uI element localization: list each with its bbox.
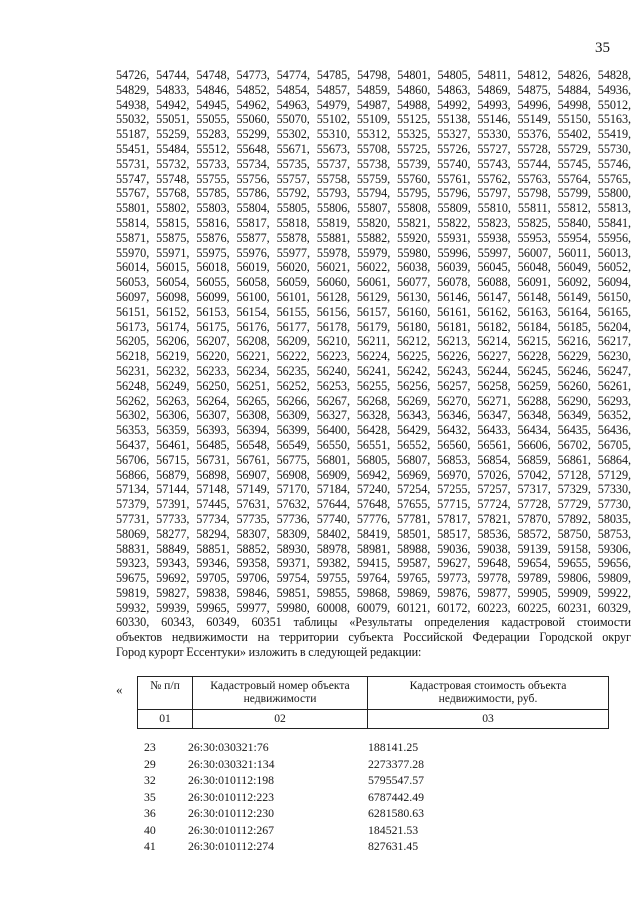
table-row [116, 790, 616, 807]
row-cadastral-number: 26:30:010112:198 [188, 773, 275, 787]
text-line: 55814, 55815, 55816, 55817, 55818, 55819, 55820, 55821, 55822, 55823, 55825, 55840, 55841, [116, 215, 631, 230]
text-line: 54726, 54744, 54748, 54773, 54774, 54785, 54798, 54801, 54805, 54811, 54812, 54826, 54828, [116, 68, 631, 82]
row-cadastral-cost: 184521.53 [368, 822, 419, 837]
row-number: 32 [144, 773, 156, 787]
opening-quote-mark: « [116, 682, 123, 697]
text-line: 54938, 54942, 54945, 54962, 54963, 54979, 54987, 54988, 54992, 54993, 54996, 54998, 55012, [116, 97, 631, 112]
text-line: 56173, 56174, 56175, 56176, 56177, 56178, 56179, 56180, 56181, 56182, 56184, 56185, 56204, [116, 319, 631, 334]
text-line: Город курорт Ессентуки» изложить в следующей редакции: [116, 645, 422, 660]
text-line: 55970, 55971, 55975, 55976, 55977, 55978, 55979, 55980, 55996, 55997, 56007, 56011, 56013, [116, 245, 631, 260]
page-number: 35 [595, 40, 610, 56]
row-cadastral-cost: 2273377.28 [368, 756, 425, 771]
cadastral-table-header [137, 676, 609, 729]
column-number-1: 01 [138, 710, 193, 729]
row-cadastral-number: 26:30:030321:134 [188, 756, 275, 771]
text-line: 54829, 54833, 54846, 54852, 54854, 54857, 54859, 54860, 54863, 54869, 54875, 54884, 54936, [116, 82, 631, 97]
column-number-2: 02 [193, 710, 368, 729]
text-line: 59323, 59343, 59346, 59358, 59371, 59382, 59415, 59587, 59627, 59648, 59654, 59655, 59656, [116, 556, 631, 571]
table-row [116, 806, 616, 823]
table-row [116, 823, 616, 840]
text-line: 56437, 56461, 56485, 56548, 56549, 56550, 56551, 56552, 56560, 56561, 56606, 56702, 56705, [116, 437, 631, 452]
text-line: 56302, 56306, 56307, 56308, 56309, 56327, 56328, 56343, 56346, 56347, 56348, 56349, 56352, [116, 408, 631, 423]
text-line: 56014, 56015, 56018, 56019, 56020, 56021, 56022, 56038, 56039, 56045, 56048, 56049, 56052, [116, 260, 631, 275]
table-row [116, 839, 616, 856]
text-line: 55747, 55748, 55755, 55756, 55757, 55758, 55759, 55760, 55761, 55762, 55763, 55764, 55765, [116, 171, 631, 186]
text-line: 56205, 56206, 56207, 56208, 56209, 56210, 56211, 56212, 56213, 56214, 56215, 56216, 56217, [116, 334, 631, 349]
text-line: 59932, 59939, 59965, 59977, 59980, 60008, 60079, 60121, 60172, 60223, 60225, 60231, 60329, [116, 600, 631, 615]
text-line: 55731, 55732, 55733, 55734, 55735, 55737, 55738, 55739, 55740, 55743, 55744, 55745, 55746, [116, 156, 631, 171]
text-line: объектов недвижимости на территории субъекта Российской Федерации Городской округ [116, 630, 631, 645]
row-cadastral-number: 26:30:010112:274 [188, 839, 275, 853]
text-line: 59819, 59827, 59838, 59846, 59851, 59855, 59868, 59869, 59876, 59877, 59905, 59909, 59922, [116, 585, 631, 600]
row-cadastral-number: 26:30:010112:223 [188, 789, 275, 804]
text-line: 58831, 58849, 58851, 58852, 58930, 58978, 58981, 58988, 59036, 59038, 59139, 59158, 59306, [116, 541, 631, 556]
column-number-3: 03 [368, 710, 609, 729]
header-cadastral-cost: Кадастровая стоимость объекта недвижимости, руб. [368, 677, 609, 710]
text-line: 56151, 56152, 56153, 56154, 56155, 56156, 56157, 56160, 56161, 56162, 56163, 56164, 56165, [116, 304, 631, 319]
header-number: № п/п [138, 677, 193, 710]
text-line: 56231, 56232, 56233, 56234, 56235, 56240, 56241, 56242, 56243, 56244, 56245, 56246, 56247, [116, 363, 631, 378]
row-number: 23 [144, 740, 156, 754]
text-line: 57134, 57144, 57148, 57149, 57170, 57184, 57240, 57254, 57255, 57257, 57317, 57329, 57330, [116, 482, 631, 497]
text-line: 55871, 55875, 55876, 55877, 55878, 55881, 55882, 55920, 55931, 55938, 55953, 55954, 55956, [116, 230, 631, 245]
row-number: 35 [144, 789, 156, 804]
text-line: 55187, 55259, 55283, 55299, 55302, 55310, 55312, 55325, 55327, 55330, 55376, 55402, 55419, [116, 127, 631, 142]
text-line: 55801, 55802, 55803, 55804, 55805, 55806, 55807, 55808, 55809, 55810, 55811, 55812, 55813, [116, 201, 631, 216]
table-row [116, 740, 616, 757]
header-cadastral-number: Кадастровый номер объекта недвижимости [193, 677, 368, 710]
row-cadastral-cost: 188141.25 [368, 740, 419, 754]
text-line: 56353, 56359, 56393, 56394, 56399, 56400, 56428, 56429, 56432, 56433, 56434, 56435, 56436, [116, 423, 631, 438]
text-line: 60330, 60343, 60349, 60351 таблицы «Результаты определения кадастровой стоимости [116, 615, 631, 630]
table-row [116, 757, 616, 774]
text-line: 56706, 56715, 56731, 56761, 56775, 56801, 56805, 56807, 56853, 56854, 56859, 56861, 56864, [116, 452, 631, 467]
text-line: 56248, 56249, 56250, 56251, 56252, 56253, 56255, 56256, 56257, 56258, 56259, 56260, 56261, [116, 378, 631, 393]
row-cadastral-cost: 827631.45 [368, 839, 419, 853]
row-cadastral-cost: 6787442.49 [368, 789, 425, 804]
row-cadastral-number: 26:30:030321:76 [188, 740, 269, 754]
row-number: 41 [144, 839, 156, 853]
row-cadastral-number: 26:30:010112:230 [188, 806, 275, 820]
text-line: 56053, 56054, 56055, 56058, 56059, 56060, 56061, 56077, 56078, 56088, 56091, 56092, 56094, [116, 275, 631, 290]
row-cadastral-cost: 6281580.63 [368, 806, 425, 820]
text-line: 55451, 55484, 55512, 55648, 55671, 55673, 55708, 55725, 55726, 55727, 55728, 55729, 55730, [116, 141, 631, 156]
text-line: 55767, 55768, 55785, 55786, 55792, 55793, 55794, 55795, 55796, 55797, 55798, 55799, 55800, [116, 186, 631, 201]
row-number: 40 [144, 822, 156, 837]
table-row [116, 773, 616, 790]
numbers-paragraph [116, 68, 631, 660]
text-line: 56262, 56263, 56264, 56265, 56266, 56267, 56268, 56269, 56270, 56271, 56288, 56290, 56293, [116, 393, 631, 408]
text-line: 57731, 57733, 57734, 57735, 57736, 57740, 57776, 57781, 57817, 57821, 57870, 57892, 58035, [116, 511, 631, 526]
row-cadastral-cost: 5795547.57 [368, 773, 425, 787]
text-line: 56866, 56879, 56898, 56907, 56908, 56909, 56942, 56969, 56970, 57026, 57042, 57128, 57129, [116, 467, 631, 482]
cadastral-table-rows [116, 740, 616, 856]
text-line: 56218, 56219, 56220, 56221, 56222, 56223, 56224, 56225, 56226, 56227, 56228, 56229, 56230, [116, 349, 631, 364]
text-line: 57379, 57391, 57445, 57631, 57632, 57644, 57648, 57655, 57715, 57724, 57728, 57729, 57730, [116, 497, 631, 512]
text-line: 55032, 55051, 55055, 55060, 55070, 55102, 55109, 55125, 55138, 55146, 55149, 55150, 55163, [116, 112, 631, 127]
row-cadastral-number: 26:30:010112:267 [188, 822, 275, 837]
row-number: 29 [144, 756, 156, 771]
text-line: 59675, 59692, 59705, 59706, 59754, 59755, 59764, 59765, 59773, 59778, 59789, 59806, 59809, [116, 571, 631, 586]
text-line: 58069, 58277, 58294, 58307, 58309, 58402, 58419, 58501, 58517, 58536, 58572, 58750, 58753, [116, 526, 631, 541]
text-line: 56097, 56098, 56099, 56100, 56101, 56128, 56129, 56130, 56146, 56147, 56148, 56149, 56150, [116, 289, 631, 304]
row-number: 36 [144, 806, 156, 820]
